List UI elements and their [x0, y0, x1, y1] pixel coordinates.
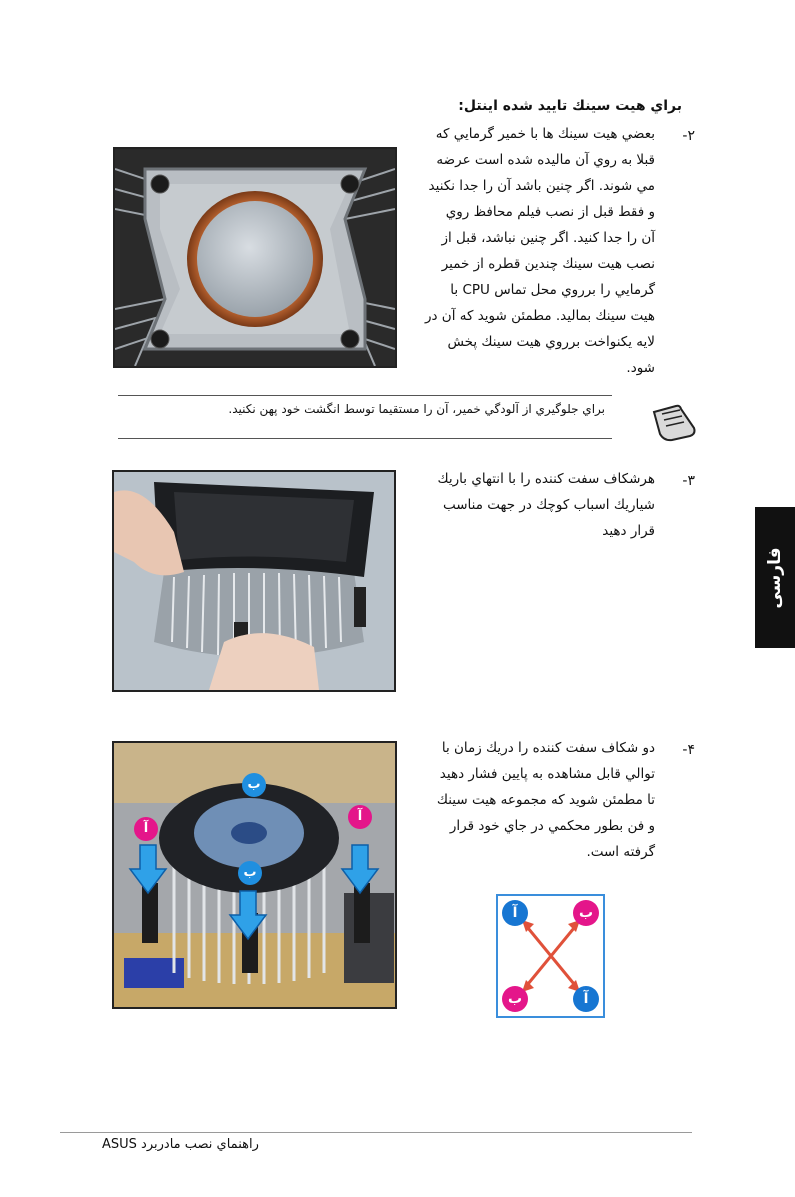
step-4-text — [355, 735, 655, 865]
note-text: براي جلوگيري از آلودگي خمير، آن را مستقيما توسط انگشت خود پهن نكنيد. — [228, 402, 605, 416]
section-title: براي هيت سينك تاييد شده اينتل: — [458, 98, 682, 114]
step-4-line: توالي قابل مشاهده به پايين فشار دهيد — [439, 766, 655, 782]
step-3-line: شياريك اسباب كوچك در جهت مناسب — [442, 497, 655, 513]
fastener-sequence-diagram — [496, 894, 605, 1018]
marker-a-left: آ — [134, 817, 158, 841]
step-4-line: و فن بطور محكمي در جاي خود قرار — [449, 818, 655, 834]
step-2-line: آن را جدا كنيد. اگر چنين نباشد، قبل از — [441, 230, 655, 246]
note-bottom-rule — [118, 438, 612, 439]
footer-text: راهنماي نصب مادربرد ASUS — [102, 1137, 259, 1152]
diagram-a-bottom-right: آ — [573, 986, 599, 1012]
step-3-number: -۳ — [682, 473, 695, 489]
step-2-number: -۲ — [682, 128, 695, 144]
language-tab-label: فارسى — [765, 546, 785, 609]
step-4-line: گرفته است. — [586, 844, 655, 860]
footer-rule — [60, 1132, 692, 1133]
step-4-number: -۴ — [682, 742, 695, 758]
diagram-b-bottom-left: ب — [502, 986, 528, 1012]
push-fasteners-photo — [112, 741, 397, 1009]
step-2-line: نصب هيت سينك چندين قطره از خمير — [441, 256, 655, 272]
step-3-line: هرشكاف سفت كننده را با انتهاي باريك — [437, 471, 655, 487]
step-2-line: گرمايي را برروي محل تماس CPU با — [450, 282, 655, 298]
step-4-line: دو شكاف سفت كننده را دريك زمان با — [441, 740, 655, 756]
step-3-text — [355, 466, 655, 544]
step-4-line: تا مطمئن شويد كه مجموعه هيت سينك — [436, 792, 655, 808]
step-2-line: قبلا به روي آن ماليده شده است عرضه — [436, 152, 655, 168]
step-2-text — [355, 121, 655, 381]
language-side-tab — [755, 507, 795, 648]
step-3-line: قرار دهيد — [602, 523, 655, 539]
step-2-line: هيت سينك بماليد. مطمئن شويد كه آن در — [424, 308, 655, 324]
step-2-line: لايه يكنواخت برروي هيت سينك پخش — [447, 334, 655, 350]
hand-pointer-icon — [650, 400, 698, 442]
step-2-line: شود. — [626, 360, 655, 376]
marker-b-center: ب — [238, 861, 262, 885]
diagram-a-top-left: آ — [502, 900, 528, 926]
fan-fastener-photo — [112, 470, 396, 692]
marker-a-right: آ — [348, 805, 372, 829]
diagram-b-top-right: ب — [573, 900, 599, 926]
heatsink-base-photo — [113, 147, 397, 368]
step-2-line: و فقط قبل از نصب فيلم محافظ روي — [445, 204, 655, 220]
marker-b-top: ب — [242, 773, 266, 797]
step-2-line: بعضي هيت سينك ها با خمير گرمايي كه — [435, 126, 655, 142]
step-2-line: مي شوند. اگر چنين باشد آن را جدا نكنيد — [428, 178, 655, 194]
note-top-rule — [118, 395, 612, 396]
